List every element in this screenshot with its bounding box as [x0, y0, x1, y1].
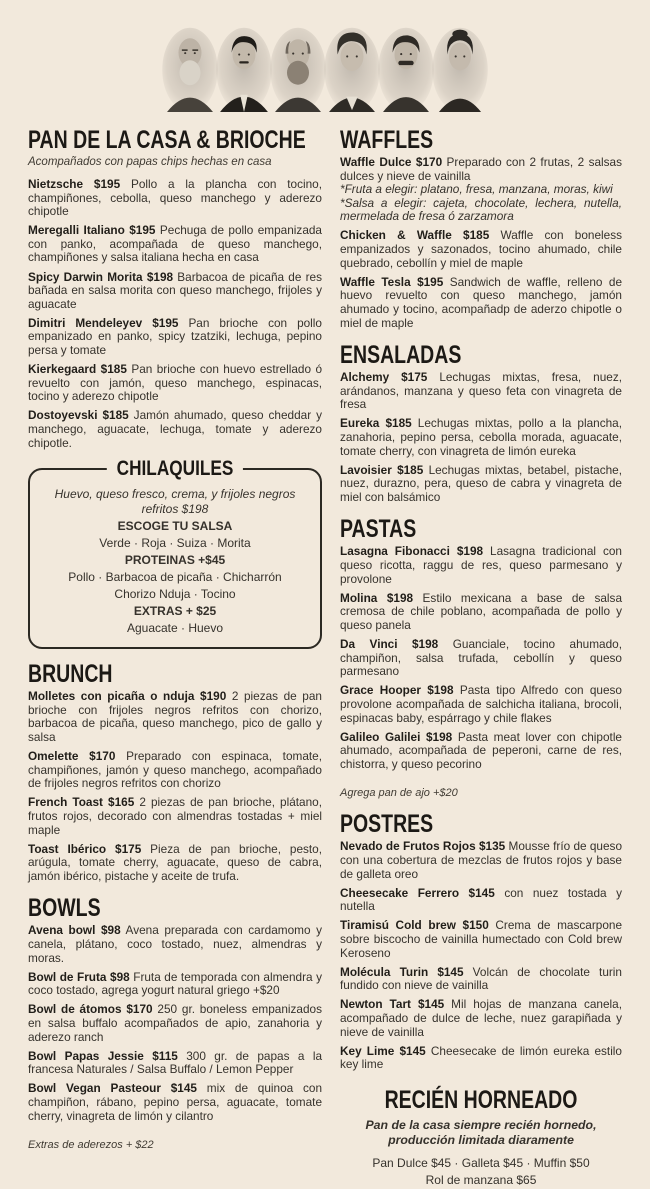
- item-name: Molécula Turin: [340, 964, 429, 979]
- section-recien-horneado: [340, 1085, 622, 1189]
- item-price: $198: [386, 590, 414, 605]
- chilaquiles-extras-header: EXTRAS + $25: [133, 604, 217, 619]
- item-description: Pieza de pan brioche, pesto, arúgula, tomate cherry, aguacate, queso de cabra, jamón ibérico, pistache y aceite de trufa.: [28, 841, 323, 883]
- item-name: Chicken & Waffle: [340, 228, 452, 243]
- item-price: $185: [463, 228, 490, 243]
- menu-item-nietzsche: [28, 178, 322, 219]
- menu-item-bowl-vegan: [28, 1082, 322, 1123]
- item-price: $195: [129, 223, 156, 238]
- item-price: $165: [108, 795, 135, 810]
- item-description: Lasagna tradicional con queso ricotta, raggu de res, queso parmesano y provolone: [340, 544, 622, 586]
- item-description: Pasta meat lover con chipotle ahumado, acompañada de peperoni, carne de res, chistorra, y queso pecorino: [340, 729, 622, 771]
- section-title-pan: PAN DE LA CASA & BRIOCHE: [28, 126, 306, 154]
- curie-portrait-icon: [431, 22, 489, 112]
- item-price: $145: [399, 1043, 426, 1058]
- tesla-portrait-icon: [215, 22, 273, 112]
- menu-item-da-vinci: [340, 638, 622, 679]
- item-name: Waffle Tesla: [340, 274, 411, 289]
- portraits-header: [0, 0, 650, 112]
- item-price: $195: [417, 274, 444, 289]
- item-description: Lechugas mixtas, betabel, pistache, nuez, durazno, pera, queso de cabra y vinagreta de miel con balsámico: [340, 462, 623, 504]
- item-name: Galileo Galilei: [340, 729, 421, 744]
- item-name: Key Lime: [340, 1043, 395, 1058]
- menu-item-avena-bowl: [28, 924, 322, 965]
- section-title-waffles: WAFFLES: [340, 126, 434, 154]
- item-price: $198: [456, 544, 484, 559]
- item-description: con nuez tostada y nutella: [340, 885, 623, 914]
- item-price: $150: [462, 918, 489, 933]
- item-description: Cheesecake de limón eureka estilo key lime: [340, 1043, 622, 1072]
- item-price: $185: [385, 416, 412, 431]
- chilaquiles-proteinas-options-1: Pollo · Barbacoa de picaña · Chicharrón: [68, 570, 282, 585]
- menu-item-mendeleyev: [28, 317, 322, 358]
- menu-item-omelette: [28, 750, 322, 791]
- section-title-recien-horneado: RECIÉN HORNEADO: [384, 1085, 578, 1114]
- item-name: Avena bowl: [28, 923, 96, 938]
- menu-item-alchemy: [340, 371, 622, 412]
- item-price: $98: [110, 969, 130, 984]
- item-description: Estilo mexicana a base de salsa cremosa de chile poblano, acompañada de pollo y queso panela: [340, 590, 622, 632]
- item-description: Volcán de chocolate turin fundido con nieve de vainilla: [340, 964, 622, 993]
- item-description: Mousse frío de queso con una cobertura de mezclas de frutos rojos y base de galleta oreo: [340, 839, 623, 881]
- section-pan-de-la-casa: [28, 128, 322, 450]
- menu-columns: [0, 126, 650, 1189]
- menu-item-molina: [340, 592, 622, 633]
- menu-item-waffle-tesla: [340, 276, 622, 330]
- item-description: Pasta tipo Alfredo con queso provolone acompañada de salchicha italiana, brocoli, espinacas baby, espárrago y chile flakes: [340, 683, 622, 725]
- item-name: Molletes con picaña o nduja: [28, 689, 195, 704]
- left-column: [28, 126, 322, 1189]
- item-description: Pollo a la plancha con tocino, champiñones, cebolla, queso manchego y aderezo chipotle: [28, 177, 323, 219]
- item-price: $185: [397, 462, 424, 477]
- item-description: Avena preparada con cardamomo y canela, plátano, coco tostado, nuez, almendras y moras.: [28, 923, 322, 965]
- item-name: Omelette: [28, 749, 79, 764]
- menu-item-lasagna-fibonacci: [340, 545, 622, 586]
- item-description: 2 piezas de pan brioche, plátano, frutos rojos, decorado con almendras tostadas + miel maple: [28, 795, 323, 837]
- item-price: $198: [427, 683, 454, 698]
- item-name: Molina: [340, 590, 378, 605]
- section-waffles: [340, 128, 622, 330]
- horneado-intro: Pan de la casa siempre recién hornedo, producción limitada diaramente: [365, 1117, 597, 1147]
- section-title-bowls: BOWLS: [28, 894, 101, 923]
- item-name: Newton Tart: [340, 997, 411, 1012]
- menu-item-key-lime: [340, 1045, 622, 1072]
- item-price: $145: [170, 1081, 197, 1096]
- menu-item-meregalli: [28, 224, 322, 265]
- menu-item-waffle-dulce: [340, 156, 622, 224]
- item-description: 250 gr. boneless empanizados en salsa buffalo acompañados de apio, zanahoria y aderezo ranch: [28, 1002, 323, 1044]
- section-title-pastas: PASTAS: [340, 515, 417, 544]
- item-name: Alchemy: [340, 370, 390, 385]
- item-name: French Toast: [28, 795, 103, 810]
- horneado-line-1: Pan Dulce $45 · Galleta $45 · Muffin $50: [372, 1155, 590, 1170]
- menu-item-toast-iberico: [28, 843, 322, 884]
- menu-item-cheesecake-ferrero: [340, 887, 622, 914]
- item-name: Lasagna Fibonacci: [340, 544, 450, 559]
- chilaquiles-proteinas-options-2: Chorizo Nduja · Tocino: [114, 587, 236, 602]
- item-name: Bowl de átomos: [28, 1002, 122, 1017]
- item-name: Lavoisier: [340, 462, 392, 477]
- section-brunch: [28, 662, 322, 883]
- item-description: 300 gr. de papas a la francesa Naturales / Salsa Buffalo / Lemon Pepper: [28, 1048, 323, 1077]
- menu-item-french-toast: [28, 796, 322, 837]
- item-note: *Salsa a elegir: cajeta, chocolate, lechera, nutella, mermelada de fresa ó zarzamora: [340, 195, 622, 224]
- item-description: Pan brioche con huevo estrellado ó revuelto con jamón, queso manchego, espinacas, tocino y aderezo chipotle: [28, 362, 323, 404]
- item-price: $115: [152, 1048, 178, 1063]
- item-description: 2 piezas de pan brioche con frijoles negros refritos con chorizo, barbacoa de picaña, queso manchego, pico de gallo y salsa: [28, 689, 322, 744]
- item-name: Bowl Papas Jessie: [28, 1048, 144, 1063]
- item-description: Guanciale, tocino ahumado, champiñon, salsa trufada, cebollín y queso parmesano: [340, 637, 622, 679]
- item-description: Pan brioche con pollo empanizado en panko, spicy tzatziki, lechuga, pepino persa y tomate: [28, 315, 322, 358]
- item-name: Da Vinci: [340, 637, 398, 652]
- menu-item-bowl-fruta: [28, 971, 322, 998]
- section-subtitle-pan: Acompañados con papas chips hechas en casa: [28, 156, 272, 168]
- item-name: Tiramisú Cold brew: [340, 918, 456, 933]
- chilaquiles-intro: Huevo, queso fresco, crema, y frijoles negros refritos $198: [54, 487, 296, 517]
- item-price: $170: [89, 749, 116, 764]
- item-name: Cheesecake Ferrero: [340, 885, 460, 900]
- item-name: Spicy Darwin Morita: [28, 269, 143, 284]
- item-name: Bowl de Fruta: [28, 969, 107, 984]
- item-price: $175: [115, 841, 142, 856]
- menu-item-grace-hooper: [340, 684, 622, 725]
- item-price: $175: [401, 370, 428, 385]
- section-postres: [340, 812, 622, 1071]
- menu-item-lavoisier: [340, 464, 622, 505]
- item-description: Waffle con boneless empanizados y sazonados, tocino ahumado, chile quebrado, cebollín y miel de maple: [340, 228, 623, 270]
- item-description: Crema de mascarpone sobre biscocho de vainilla humectado con Cold brew Keroseno: [340, 918, 623, 960]
- item-name: Grace Hooper: [340, 683, 422, 698]
- kierkegaard-portrait-icon: [323, 22, 381, 112]
- item-name: Bowl Vegan Pasteour: [28, 1081, 161, 1096]
- menu-item-galileo-galilei: [340, 731, 622, 772]
- chilaquiles-proteinas-header: PROTEINAS +$45: [124, 553, 226, 568]
- horneado-line-2: Rol de manzana $65: [425, 1172, 537, 1187]
- item-price: $135: [479, 839, 506, 854]
- section-pastas: [340, 517, 622, 799]
- item-name: Toast Ibérico: [28, 841, 107, 856]
- item-price: $198: [146, 269, 174, 284]
- menu-item-spicy-darwin: [28, 271, 322, 312]
- item-name: Nietzsche: [28, 177, 84, 191]
- item-description: Lechugas mixtas, pollo a la plancha, zanahoria, pepino persa, cebolla morada, aguacate, tomate cherry, con vinagreta de limón eureka: [340, 416, 623, 458]
- right-column: [340, 126, 622, 1189]
- item-description: Lechugas mixtas, fresa, nuez, arándanos, manzana y queso feta con vinagreta de fresa: [340, 370, 622, 412]
- item-price: $145: [437, 964, 464, 979]
- item-price: $198: [426, 729, 453, 744]
- item-name: Waffle Dulce: [340, 155, 412, 169]
- item-price: $145: [468, 885, 495, 900]
- menu-item-bowl-papas-jessie: [28, 1050, 322, 1077]
- item-note: *Fruta a elegir: platano, fresa, manzana, moras, kiwi: [340, 182, 613, 197]
- item-name: Kierkegaard: [28, 362, 97, 377]
- chilaquiles-salsa-header: ESCOGE TU SALSA: [117, 519, 233, 534]
- section-title-brunch: BRUNCH: [28, 660, 113, 689]
- bowls-footnote: Extras de aderezos + $22: [28, 1139, 154, 1152]
- item-price: $198: [412, 637, 439, 652]
- menu-item-nevado: [340, 840, 622, 881]
- menu-item-kierkegaard: [28, 363, 322, 404]
- menu-item-tiramisu: [340, 919, 622, 960]
- item-name: Dimitri Mendeleyev: [28, 315, 143, 330]
- item-name: Dostoyevski: [28, 408, 98, 423]
- chilaquiles-salsa-options: Verde · Roja · Suiza · Morita: [99, 536, 251, 551]
- nietzsche-portrait-icon: [377, 22, 435, 112]
- darwin-portrait-icon: [161, 22, 219, 112]
- item-price: $185: [102, 408, 129, 423]
- pastas-footnote: Agrega pan de ajo +$20: [340, 787, 458, 800]
- item-description: Preparado con espinaca, tomate, champiñones, jamón y queso manchego, acompañado de frijoles negros refritos con chorizo: [28, 749, 323, 791]
- item-price: $185: [100, 362, 127, 377]
- menu-item-newton-tart: [340, 998, 622, 1039]
- item-description: Pechuga de pollo empanizada con panko, acompañada de queso manchego, champiñones y salsa italiana hecha en casa: [28, 223, 322, 265]
- item-description: Mil hojas de manzana canela, acompañado de dulce de leche, nuez garapiñada y nieve de vainilla: [340, 997, 622, 1039]
- menu-item-chicken-waffle: [340, 229, 622, 270]
- item-description: Barbacoa de picaña de res bañada en salsa morita con queso manchego, frijoles y aguacate: [28, 269, 323, 311]
- item-description: Preparado con 2 frutas, 2 salsas dulces y nieve de vainilla: [340, 155, 623, 183]
- section-ensaladas: [340, 343, 622, 504]
- item-price: $195: [93, 177, 121, 191]
- item-description: mix de quinoa con champiñon, rábano, pepino persa, aguacate, tomate cherry, vinagreta de limón y cilantro: [28, 1081, 323, 1123]
- item-name: Eureka: [340, 416, 380, 431]
- section-chilaquiles: [28, 457, 322, 649]
- item-description: Jamón ahumado, queso cheddar y manchego, aguacate, lechuga, tomate y aderezo chipotle.: [28, 408, 322, 450]
- item-name: Meregalli Italiano: [28, 223, 125, 238]
- section-title-ensaladas: ENSALADAS: [340, 341, 462, 370]
- menu-item-molecula-turin: [340, 966, 622, 993]
- chilaquiles-extras-options: Aguacate · Huevo: [126, 621, 224, 636]
- item-price: $170: [415, 155, 443, 169]
- item-name: Nevado de Frutos Rojos: [340, 839, 476, 854]
- item-price: $170: [126, 1002, 153, 1017]
- item-price: $145: [417, 997, 445, 1012]
- menu-item-eureka: [340, 417, 622, 458]
- item-price: $98: [100, 923, 121, 938]
- menu-item-dostoyevski: [28, 409, 322, 450]
- item-description: Fruta de temporada con almendra y coco tostado, agrega yogurt natural griego +$20: [28, 969, 322, 998]
- item-price: $190: [200, 689, 227, 704]
- section-title-postres: POSTRES: [340, 810, 434, 839]
- item-description: Sandwich de waffle, relleno de huevo revuelto con queso manchego, jamón ahumado y tocino, acompañadp de aderzo chipotle o miel de maple: [340, 274, 623, 330]
- item-price: $195: [152, 315, 179, 330]
- menu-item-molletes: [28, 690, 322, 744]
- dostoevsky-portrait-icon: [269, 22, 327, 112]
- section-title-chilaquiles: CHILAQUILES: [107, 458, 243, 479]
